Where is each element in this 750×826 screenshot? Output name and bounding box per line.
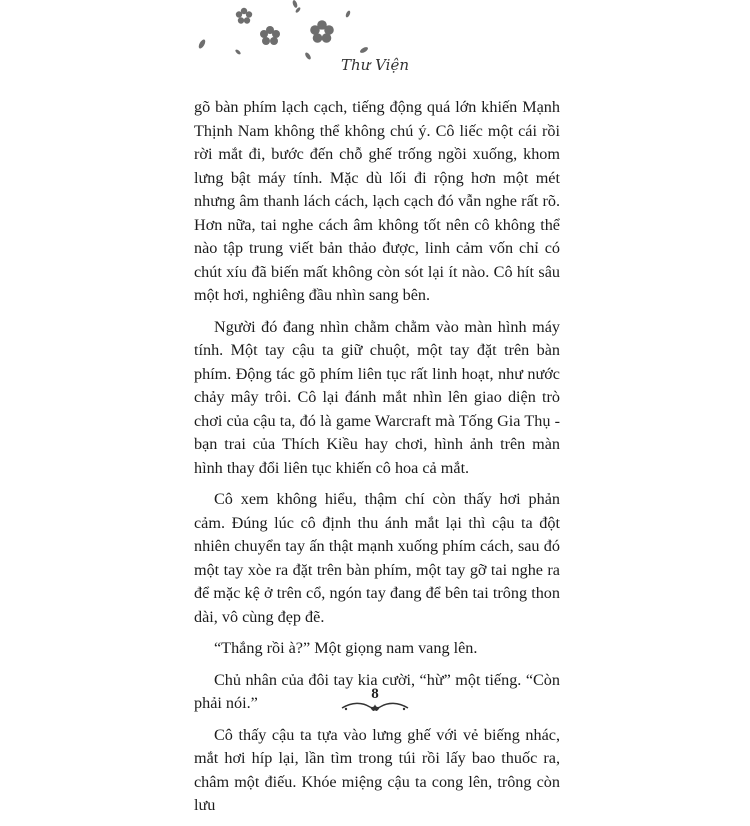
running-header-title: Thư Viện [341,56,409,74]
paragraph: Chủ nhân của đôi tay kia cười, “hừ” một tiếng. “Còn phải nói.” [194,670,560,712]
paragraph: “Thắng rồi à?” Một giọng nam vang lên. [214,639,478,657]
page-body [194,96,560,826]
paragraph: Người đó đang nhìn chằm chằm vào màn hình máy tính. Một tay cậu ta giữ chuột, một tay đặt trên bàn phím. Động tác gõ phím liên tục rất linh hoạt, như nước chảy mây trôi. Cô lại đánh mắt nhìn lên giao diện trò chơi của cậu ta, đó là game Warcraft mà Tống Gia Thụ - bạn trai của Thích Kiều hay chơi, hình ảnh trên màn hình thay đổi liên tục khiến cô hoa cả mắt. [194,317,560,477]
swirl-ornament-icon [340,700,410,714]
paragraph: Cô xem không hiểu, thậm chí còn thấy hơi phản cảm. Đúng lúc cô định thu ánh mắt lại thì cậu ta đột nhiên chuyển tay ấn thật mạnh xuống phím cách, sau đó một tay xòe ra đặt trên bàn phím, một tay gỡ tai nghe ra để mặc kệ ở trên cổ, ngón tay đang để bên tai trông thon dài, vô cùng đẹp đẽ. [194,490,560,626]
paragraph: gõ bàn phím lạch cạch, tiếng động quá lớn khiến Mạnh Thịnh Nam không thể không chú ý. Cô liếc một cái rồi rời mắt đi, bước đến chỗ ghế trống ngồi xuống, khom lưng bật máy tính. Mặc dù lối đi rộng hơn một mét nhưng âm thanh lách cách, lạch cạch đó vẫn nghe rất rõ. Hơn nữa, tai nghe cách âm không tốt nên cô không thể nào tập trung viết bản thảo được, linh cảm vốn chỉ có chút xíu đã biến mất không còn sót lại ít nào. Cô hít sâu một hơi, nghiêng đầu nhìn sang bên. [194,98,560,304]
cherry-blossom-petals-icon [180,0,440,62]
page-number: 8 [371,686,379,702]
paragraph: Cô thấy cậu ta tựa vào lưng ghế với vẻ biếng nhác, mắt hơi híp lại, lần tìm trong túi rồi lấy bao thuốc ra, châm một điếu. Khóe miệng cậu ta cong lên, trông còn lưu [194,725,560,814]
